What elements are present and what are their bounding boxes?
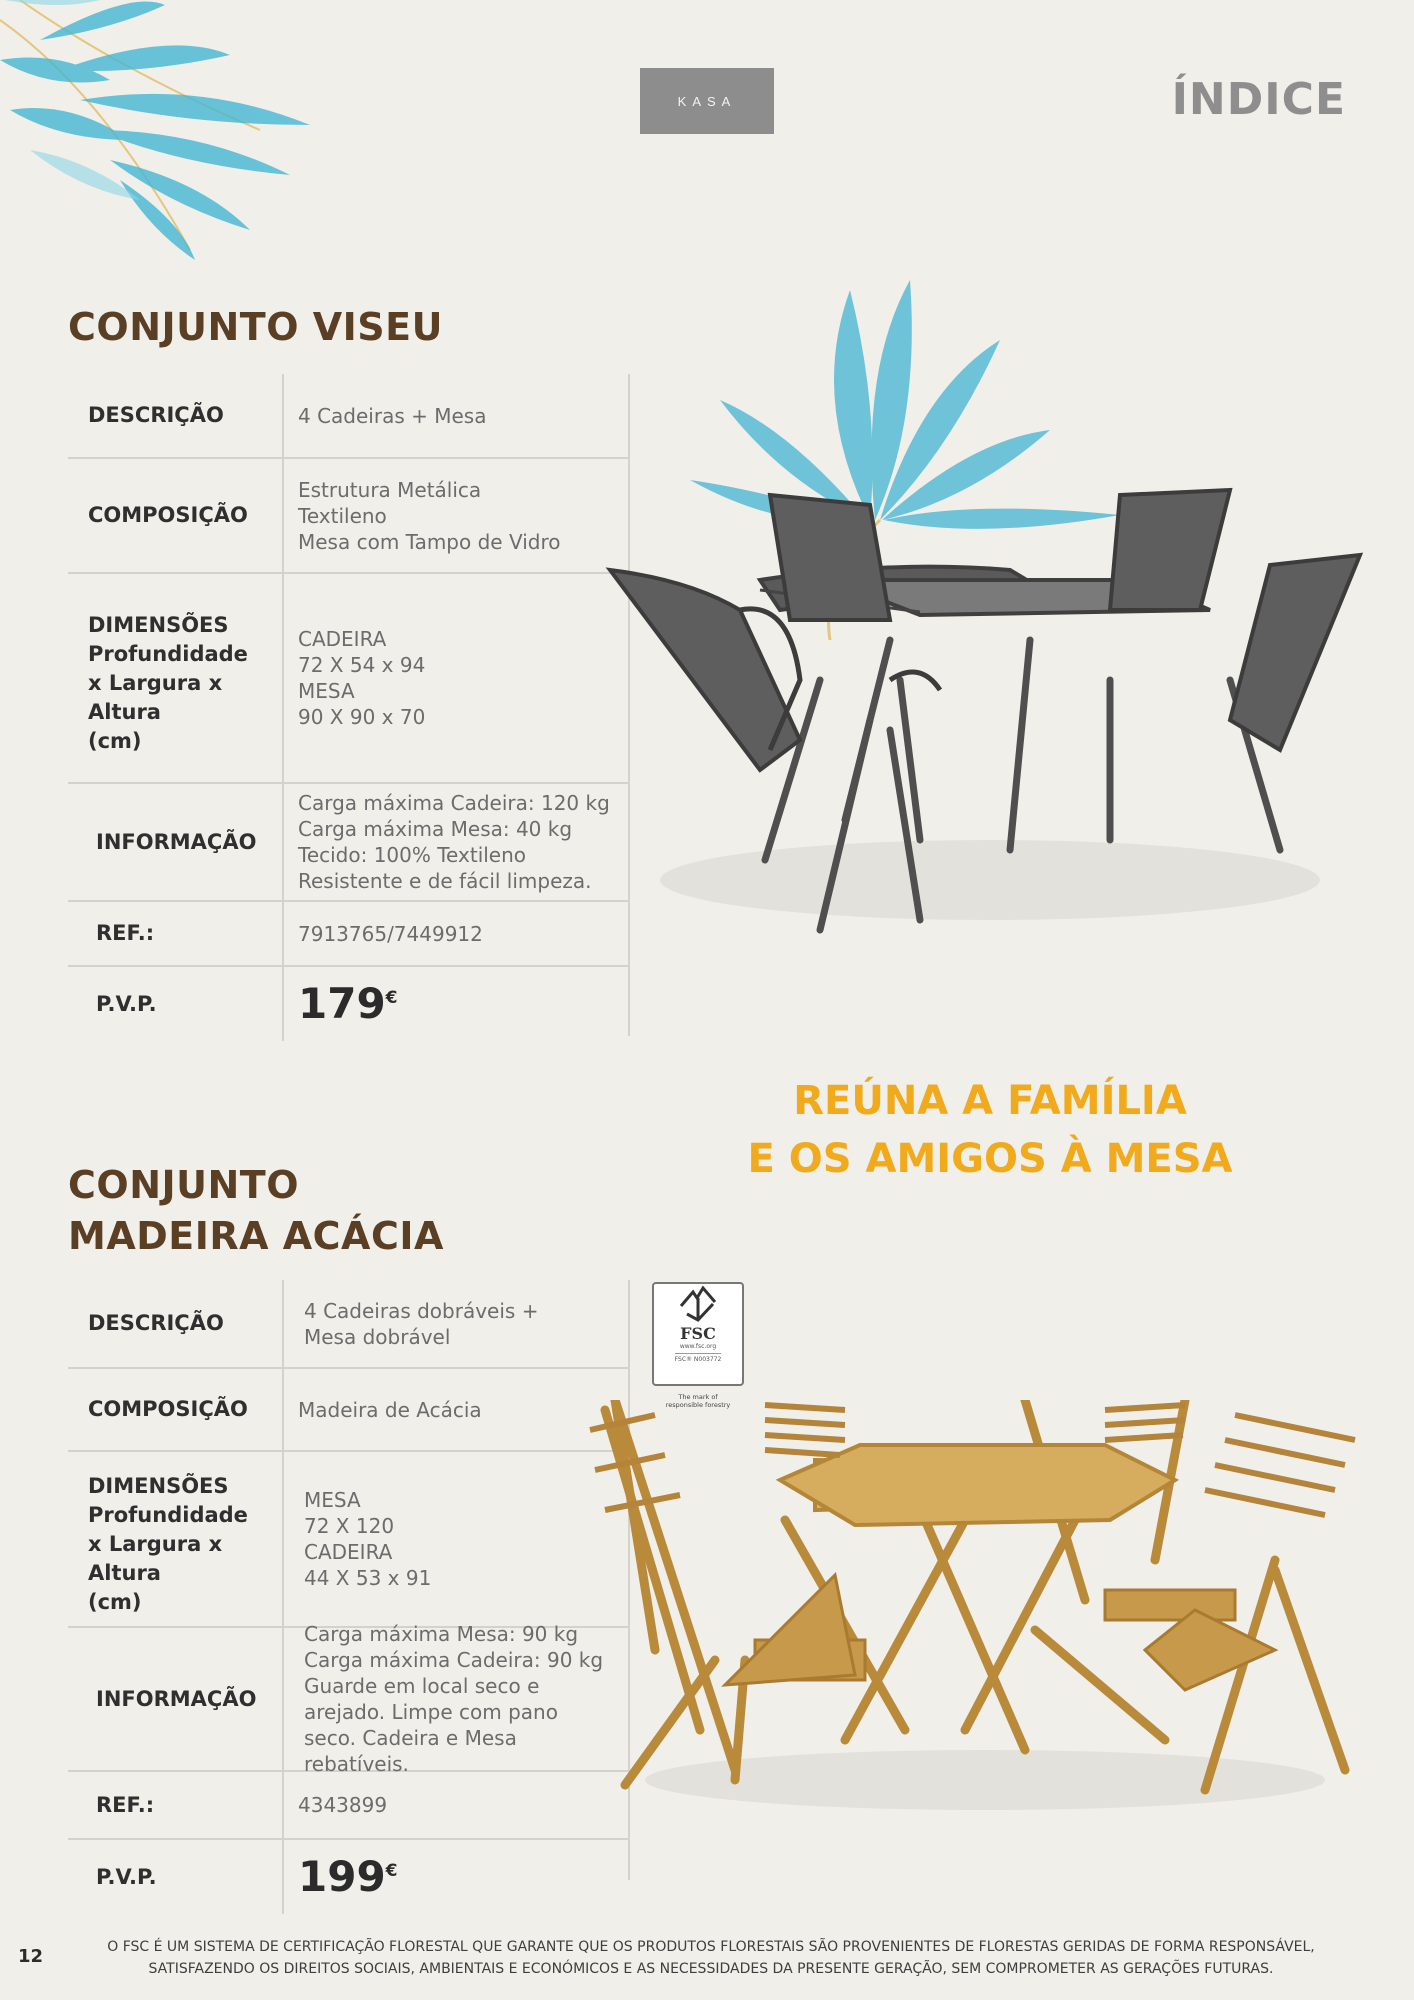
product-title: CONJUNTO VISEU [68, 305, 443, 349]
spec-row-ref [68, 902, 628, 967]
tree-check-icon [673, 1284, 723, 1324]
spec-label: P.V.P. [68, 967, 284, 1041]
spec-label: DIMENSÕES Profundidade x Largura x Altura (cm) [68, 574, 284, 782]
spec-label: INFORMAÇÃO [68, 1628, 284, 1770]
fsc-tagline: The mark of responsible forestry [665, 1393, 731, 1409]
index-link[interactable]: ÍNDICE [1171, 74, 1346, 125]
price [284, 1840, 628, 1914]
page-number: 12 [18, 1946, 44, 1967]
spec-value: Carga máxima Mesa: 90 kg Carga máxima Cadeira: 90 kg Guarde em local seco e arejado. Limpe com pano seco. Cadeira e Mesa rebatíveis. [304, 1622, 604, 1776]
spec-row-ref [68, 1772, 628, 1840]
fsc-logo [652, 1282, 744, 1386]
spec-value: Estrutura Metálica Textileno Mesa com Tampo de Vidro [298, 477, 561, 554]
spec-value: 4 Cadeiras dobráveis + Mesa dobrável [304, 1298, 539, 1349]
spec-row-composition [68, 1369, 628, 1452]
spec-row-description [68, 1280, 628, 1369]
slogan: REÚNA A FAMÍLIA E OS AMIGOS À MESA [747, 1078, 1233, 1182]
price-value: 179 [298, 979, 386, 1028]
product-title: CONJUNTO MADEIRA ACÁCIA [68, 1163, 444, 1258]
spec-row-description [68, 374, 628, 459]
palm-leaf-decoration [0, 0, 330, 270]
spec-label: COMPOSIÇÃO [68, 459, 284, 572]
fsc-footnote [66, 1936, 1356, 1980]
spec-value: CADEIRA 72 X 54 x 94 MESA 90 X 90 x 70 [298, 627, 426, 729]
spec-label: P.V.P. [68, 1840, 284, 1914]
fsc-code: FSC® N003772 [675, 1353, 722, 1363]
spec-row-price [68, 967, 628, 1041]
spec-row-price [68, 1840, 628, 1914]
spec-label: INFORMAÇÃO [68, 784, 284, 900]
palm-leaf-decoration [690, 280, 1120, 529]
spec-table [68, 1280, 628, 1914]
spec-table [68, 374, 628, 1041]
spec-value: Carga máxima Cadeira: 120 kg Carga máxima Mesa: 40 kg Tecido: 100% Textileno Resistente e de fácil limpeza. [298, 791, 610, 893]
price [284, 967, 628, 1041]
spec-label: DESCRIÇÃO [68, 1280, 284, 1367]
kasa-logo[interactable]: KASA [640, 68, 774, 134]
currency-symbol: € [385, 988, 398, 1008]
spec-value: 4 Cadeiras + Mesa [298, 403, 487, 428]
fsc-text: FSC [680, 1324, 716, 1343]
spec-row-dimensions [68, 574, 628, 784]
spec-label: REF.: [68, 902, 284, 965]
price-value: 199 [298, 1852, 386, 1901]
spec-label: REF.: [68, 1772, 284, 1838]
fsc-site: www.fsc.org [679, 1343, 717, 1350]
footnote-line: O FSC É UM SISTEMA DE CERTIFICAÇÃO FLORESTAL QUE GARANTE QUE OS PRODUTOS FLORESTAIS SÃO PROVENIENTES DE FLORESTAS GERIDAS DE FORMA RESPONSÁVEL, [107, 1939, 1315, 1955]
spec-value: 7913765/7449912 [298, 921, 483, 946]
footnote-line: SATISFAZENDO OS DIREITOS SOCIAIS, AMBIENTAIS E ECONÓMICOS E AS NECESSIDADES DA PRESENTE GERAÇÃO, SEM COMPROMETER AS GERAÇÕES FUTURAS. [148, 1961, 1274, 1977]
metal-garden-set-image [590, 280, 1370, 940]
spec-label: DIMENSÕES Profundidade x Largura x Altura (cm) [68, 1452, 284, 1626]
spec-label: COMPOSIÇÃO [68, 1369, 284, 1450]
currency-symbol: € [385, 1861, 398, 1881]
spec-row-dimensions [68, 1452, 628, 1628]
spec-label: DESCRIÇÃO [68, 374, 284, 457]
spec-row-composition [68, 459, 628, 574]
spec-row-information [68, 1622, 628, 1776]
spec-value: 4343899 [298, 1793, 388, 1817]
acacia-wooden-set-image [585, 1400, 1375, 1820]
spec-row-information [68, 784, 628, 902]
spec-value: MESA 72 X 120 CADEIRA 44 X 53 x 91 [304, 1488, 432, 1590]
spec-value: Madeira de Acácia [298, 1397, 482, 1422]
